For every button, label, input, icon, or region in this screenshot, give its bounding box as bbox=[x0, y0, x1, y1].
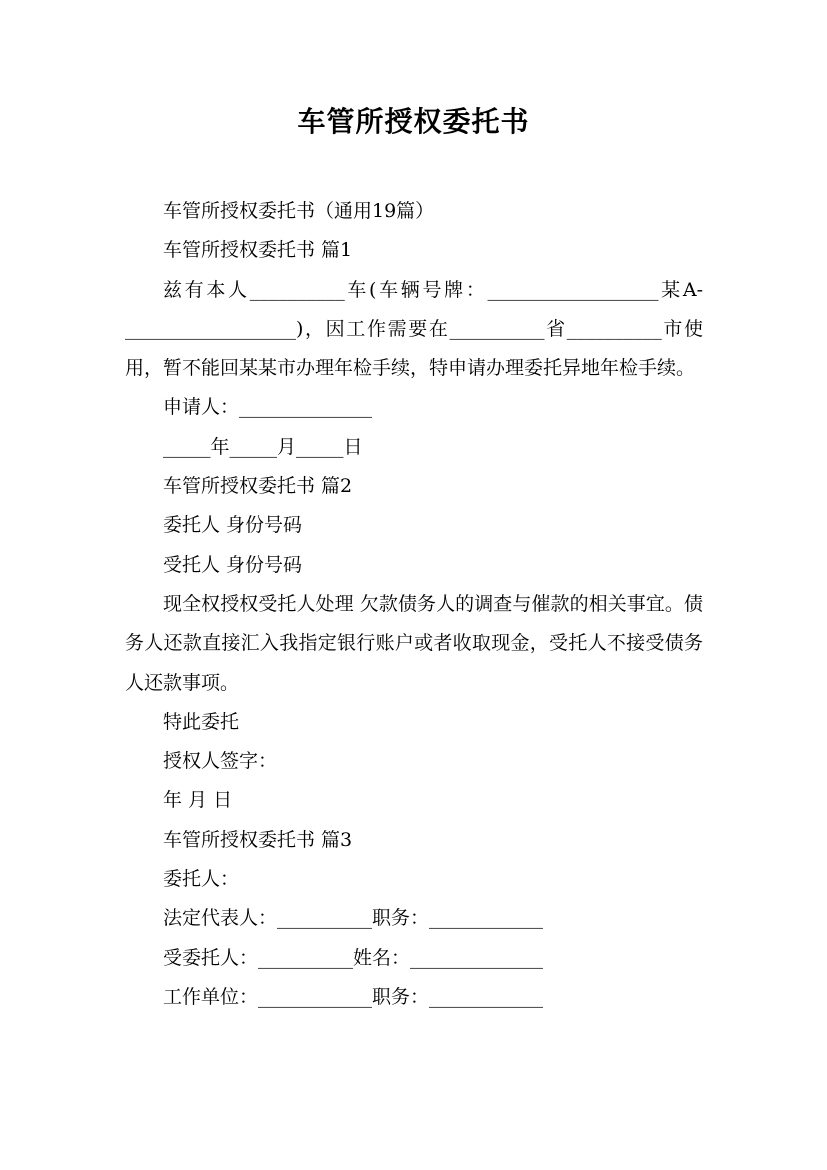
document-title: 车管所授权委托书 bbox=[297, 105, 530, 138]
paragraph-section-heading-3: 车管所授权委托书 篇3 bbox=[163, 828, 353, 851]
paragraph-applicant: 申请人：______________ bbox=[163, 396, 373, 419]
paragraph-section-heading-2: 车管所授权委托书 篇2 bbox=[163, 475, 353, 498]
paragraph-principal-id: 委托人 身份号码 bbox=[163, 514, 303, 537]
paragraph-principal: 委托人： bbox=[163, 868, 240, 891]
paragraph-section-heading-1: 车管所授权委托书 篇1 bbox=[163, 239, 353, 262]
paragraph-authorizer-signature: 授权人签字： bbox=[163, 750, 278, 773]
paragraph-hereby-entrust: 特此委托 bbox=[163, 710, 240, 733]
paragraph-subtitle: 车管所授权委托书（通用19篇） bbox=[163, 200, 435, 222]
paragraph-date: 年 月 日 bbox=[163, 789, 233, 812]
paragraph-agent-id: 受托人 身份号码 bbox=[163, 553, 303, 576]
paragraph-legal-representative: 法定代表人：__________职务：____________ bbox=[163, 907, 544, 930]
paragraph-authorization-scope: 现全权授权受托人处理 欠款债务人的调查与催款的相关事宜。债务人还款直接汇入我指定银行账户或者收取现金，受托人不接受债务人还款事项。 bbox=[125, 592, 703, 694]
paragraph-work-unit: 工作单位：____________职务：____________ bbox=[163, 985, 544, 1008]
paragraph-entrusted-person: 受委托人：__________姓名：______________ bbox=[163, 946, 544, 969]
document-body bbox=[125, 192, 703, 1017]
paragraph-date-blank: _____年_____月_____日 bbox=[163, 435, 363, 458]
paragraph-vehicle-declaration: 兹有本人__________车(车辆号牌：__________________某A-__________________)，因工作需要在__________省__________市使用，暂不能回某某市办理年检手续，特申请办理委托异地年检手续。 bbox=[125, 278, 703, 380]
